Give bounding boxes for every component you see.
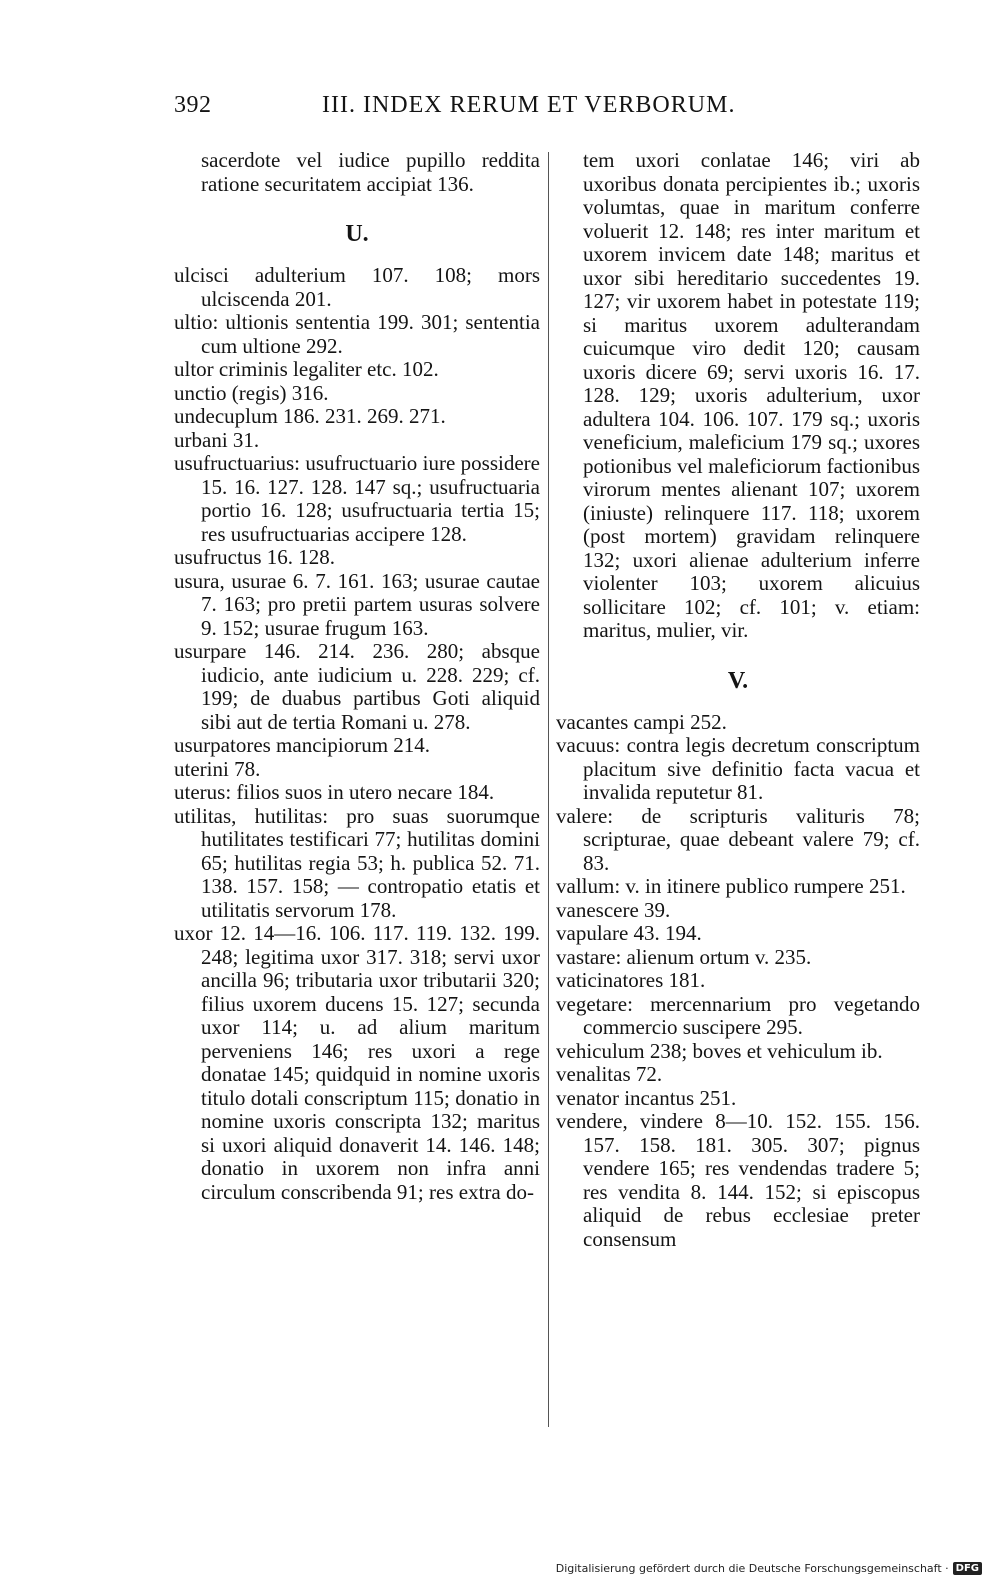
running-head: III. INDEX RERUM ET VERBORUM. bbox=[322, 92, 736, 118]
index-entry: utilitas, hutilitas: pro suas suorumque hutilitates testificari 77; hutilitas domini 65; hutilitas regia 53; h. publica 52. 71. 138. 157. 158; — contropatio etatis et utilitatis servorum 178. bbox=[174, 803, 540, 922]
page-number: 392 bbox=[174, 92, 212, 118]
index-entry: valere: de scripturis valituris 78; scripturae, quae debeant valere 79; cf. 83. bbox=[556, 803, 920, 875]
right-column bbox=[556, 149, 920, 1251]
section-heading-v: V. bbox=[727, 667, 749, 694]
index-entry: venalitas 72. bbox=[556, 1062, 663, 1086]
index-entry: usurpare 146. 214. 236. 280; absque iudicio, ante iudicium u. 228. 229; cf. 199; de duabus partibus Goti aliquid sibi aut de tertia Romani u. 278. bbox=[174, 639, 540, 734]
digitization-credit bbox=[556, 1562, 982, 1575]
index-entry: uterini 78. bbox=[174, 756, 261, 781]
index-entry: usura, usurae 6. 7. 161. 163; usurae cautae 7. 163; pro pretii partem usuras solvere 9. 152; usurae frugum 163. bbox=[174, 568, 540, 640]
index-entry: vallum: v. in itinere publico rumpere 251. bbox=[556, 874, 906, 898]
index-entry: venator incantus 251. bbox=[556, 1085, 737, 1110]
index-entry: usufructus 16. 128. bbox=[174, 545, 335, 569]
index-entry: undecuplum 186. 231. 269. 271. bbox=[174, 404, 446, 428]
index-entry: vaticinatores 181. bbox=[556, 968, 706, 992]
index-entry: vendere, vindere 8—10. 152. 155. 156. 157. 158. 181. 305. 307; pignus vendere 165; res vendendas tradere 5; res vendita 8. 144. 152; si episcopus aliquid de rebus ecclesiae preter consensum bbox=[556, 1109, 920, 1251]
index-entry: uxor 12. 14—16. 106. 117. 119. 132. 199. 248; legitima uxor 317. 318; servi uxor ancilla 96; tributaria uxor tributarii 320; filius uxorem ducens 15. 127; secunda uxor 114; u. ad alium maritum perveniens 146; res uxori a rege donatae 145; quidquid in nomine uxoris titulo dotali conscriptum 115; donatio in nomine uxoris conscripta 132; maritus si uxori aliquid donaverit 14. 146. 148; donatio in uxorem non infra anni circulum conscribenda 91; res extra do- bbox=[174, 921, 540, 1204]
index-entry: unctio (regis) 316. bbox=[174, 380, 329, 405]
index-entry: usufructuarius: usufructuario iure possidere 15. 16. 127. 128. 147 sq.; usufructuaria portio 16. 128; usufructuaria tertia 15; res usufructuarias accipere 128. bbox=[174, 451, 540, 546]
index-entry: ultor criminis legaliter etc. 102. bbox=[174, 357, 439, 381]
index-entry: vegetare: mercennarium pro vegetando commercio suscipere 295. bbox=[556, 991, 920, 1039]
index-entry: vanescere 39. bbox=[556, 897, 671, 922]
index-entry: vapulare 43. 194. bbox=[556, 921, 702, 945]
index-entry: uterus: filios suos in utero necare 184. bbox=[174, 780, 495, 804]
index-entry: urbani 31. bbox=[174, 427, 260, 452]
index-entry: ultio: ultionis sententia 199. 301; sententia cum ultione 292. bbox=[174, 310, 540, 358]
index-entry: ulcisci adulterium 107. 108; mors ulciscenda 201. bbox=[174, 263, 540, 311]
index-entry: vastare: alienum ortum v. 235. bbox=[556, 944, 812, 969]
index-entry: usurpatores mancipiorum 214. bbox=[174, 733, 431, 757]
left-column bbox=[174, 149, 540, 1204]
dfg-logo: DFG bbox=[953, 1562, 982, 1575]
index-entry: vehiculum 238; boves et vehiculum ib. bbox=[556, 1038, 883, 1063]
credit-text: Digitalisierung gefördert durch die Deutsche Forschungsgemeinschaft · bbox=[555, 1562, 949, 1575]
index-entry-continuation: tem uxori conlatae 146; viri ab uxoribus donata percipientes ib.; uxoris volumtas, quae in maritum conferre voluerit 12. 148; res inter maritum et uxorem invicem date 148; maritus et uxor sibi hereditario succedentes 19. 127; vir uxorem habet in potestate 119; si maritus uxorem adulterandam cuicumque viro dedit 120; causam uxoris dicere 69; servi uxoris 16. 17. 128. 129; uxoris adulterium, uxor adultera 104. 106. 107. 179 sq.; uxoris veneficium, maleficium 179 sq.; uxores potionibus vel maleficiorum factionibus virorum mentes alienant 107; uxorem (iniuste) relinquere 117. 118; uxorem (post mortem) gravidam relinquere 132; uxori alienae adulterium inferre violenter 103; uxorem alicuius sollicitare 102; cf. 101; v. etiam: maritus, mulier, vir. bbox=[583, 148, 920, 642]
section-heading-u: U. bbox=[345, 221, 369, 247]
index-entry: vacantes campi 252. bbox=[556, 709, 727, 734]
index-entry-continuation: sacerdote vel iudice pupillo reddita ratione securitatem accipiat 136. bbox=[201, 148, 540, 196]
index-entry: vacuus: contra legis decretum conscriptum placitum sive definitio facta vacua et invalida reputetur 81. bbox=[556, 733, 920, 804]
column-divider bbox=[548, 152, 549, 1427]
